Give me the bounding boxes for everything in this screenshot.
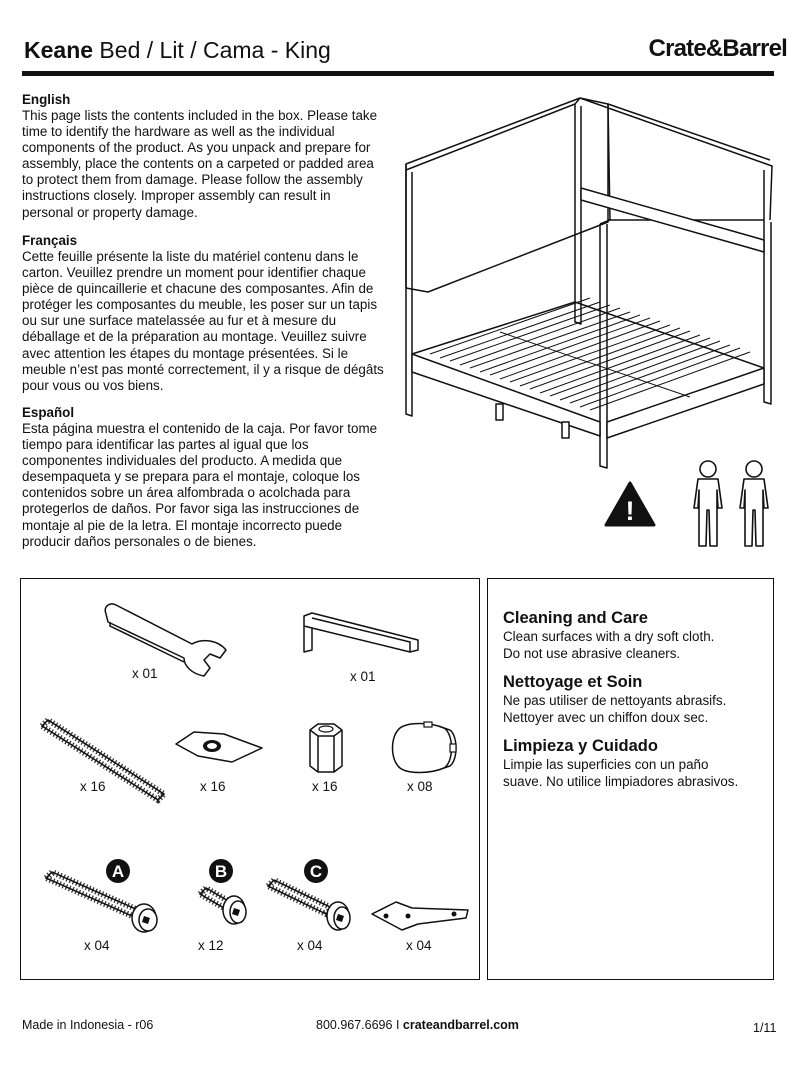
warning-symbol: ! [625,496,635,526]
bolt-b-label [208,858,234,884]
intro-spanish [22,405,384,550]
intro-heading: English [22,92,71,107]
end-cap-illustration [390,720,462,776]
warning-icon [604,480,656,528]
end-cap-qty: x 08 [407,779,433,794]
intro-heading: Français [22,233,78,248]
bolt-b-illustration [196,884,254,932]
intro-english [22,92,384,221]
hex-nut-illustration [306,722,346,774]
brand-logo: Crate&Barrel [648,35,787,62]
product-name: Keane [24,37,94,63]
bolt-a-illustration [42,866,162,936]
two-person-icon [684,458,780,550]
threaded-rod-qty: x 16 [80,779,106,794]
care-line: suave. No utilice limpiadores abrasivos. [503,774,739,789]
bolt-c-qty: x 04 [297,938,323,953]
wrench-qty: x 01 [132,666,158,681]
care-heading: Cleaning and Care [503,609,648,627]
hex-nut-qty: x 16 [312,779,338,794]
intro-body: Esta página muestra el contenido de la caja. Por favor tome tiempo para identificar las partes al igual que los componentes individuales del producto. A medida que desempaqueta y se prepara para el montaje, coloque los contenidos sobre un área alfombrada o acolchada para protegerlos de daños. Por favor siga las instrucciones de montaje al pie de la letra. El montaje incorrecto puede producir daños personales o de bienes. [22,421,378,549]
care-line: Do not use abrasive cleaners. [503,646,681,661]
wrench-illustration [100,600,240,690]
product-subtitle: Bed / Lit / Cama - King [93,37,331,63]
care-heading: Limpieza y Cuidado [503,737,658,755]
page-number: 1/11 [753,1021,777,1035]
care-section-french [503,672,773,726]
bolt-c-illustration [264,874,356,934]
clip-nut-illustration [172,728,264,766]
care-line: Limpie las superficies con un paño [503,757,709,772]
bed-illustration [400,92,785,477]
website-link[interactable]: crateandbarrel.com [402,1018,519,1032]
bolt-a-qty: x 04 [84,938,110,953]
care-line: Ne pas utiliser de nettoyants abrasifs. [503,693,727,708]
clip-nut-qty: x 16 [200,779,226,794]
bolt-a-letter: A [111,862,125,881]
bolt-c-letter: C [309,862,323,881]
intro-heading: Español [22,405,75,420]
care-panel [487,578,774,980]
intro-body: Cette feuille présente la liste du matériel contenu dans le carton. Veuillez prendre un moment pour identifier chaque pièce de quincaillerie et chacune des composantes. Afin de protéger les composantes du meuble, les poser sur un tapis ou sur une surface matelassée au fur et à mesure du déballage et de la préparation au montage. Veuillez suivre avec attention les étapes du montage présentées. Si le meuble n’est pas monté correctement, il y a risque de dégâts pour vous ou vos biens. [22,249,384,393]
intro-body: This page lists the contents included in the box. Please take time to identify the hardware as well as the individual components of the product. As you unpack and prepare for assembly, place the contents on a carpeted or padded area to protect them from damage. Please follow the assembly instructions closely. Improper assembly can result in personal or property damage. [22,108,378,220]
allen-key-qty: x 01 [350,669,376,684]
bolt-b-qty: x 12 [198,938,224,953]
care-section-english [503,608,773,662]
corner-bracket-qty: x 04 [406,938,432,953]
care-section-spanish [503,736,773,790]
made-in-label: Made in Indonesia - r06 [22,1018,154,1032]
care-line: Nettoyer avec un chiffon doux sec. [503,710,709,725]
corner-bracket-illustration [368,896,472,932]
page-title [24,36,331,64]
intro-french [22,233,384,394]
allen-key-illustration [300,610,430,660]
care-line: Clean surfaces with a dry soft cloth. [503,629,715,644]
header-rule [22,71,774,76]
phone-number: 800.967.6696 I [316,1018,403,1032]
care-heading: Nettoyage et Soin [503,673,643,691]
contact-info [316,1018,519,1032]
bolt-b-letter: B [214,862,228,881]
